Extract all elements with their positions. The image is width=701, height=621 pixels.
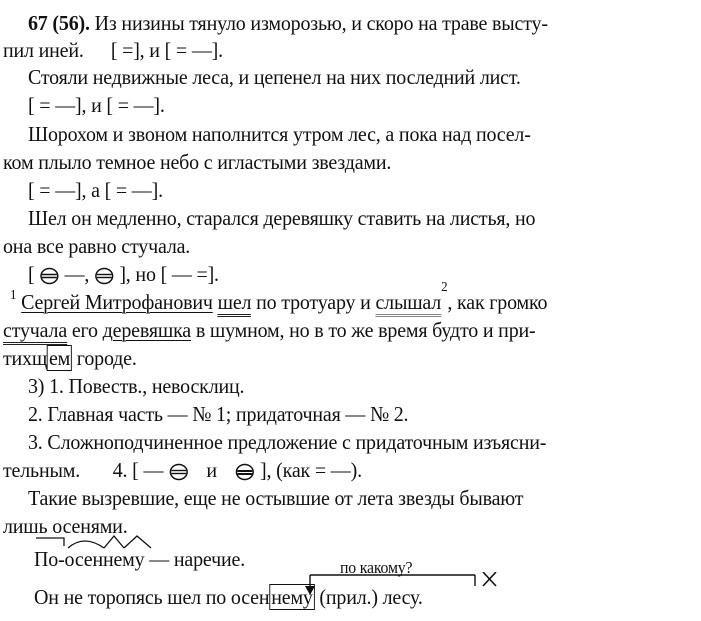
analysis-line-3 xyxy=(3,345,137,371)
ending-box: нему xyxy=(271,585,313,609)
subordinate-clause-circle-icon xyxy=(168,461,188,483)
clause-marker-2: 2 xyxy=(441,280,448,295)
final-sentence xyxy=(34,584,423,610)
analysis-text: в шумном, но в то же время будто и при- xyxy=(195,318,536,342)
analysis-text: , как громко xyxy=(447,290,548,314)
item-4-and: и xyxy=(206,458,217,482)
analysis-text: его xyxy=(71,318,98,342)
sentence-1-text: Из низины тянуло изморозью, и скоро на траве высту- xyxy=(94,11,548,35)
sentence-3-line-1: Шорохом и звоном наполнится утром лес, а пока над посел- xyxy=(28,122,531,146)
sentence-4-line-1: Шел он медленно, старался деревяшку ставить на листья, но xyxy=(28,206,536,230)
analysis-line-2 xyxy=(3,317,535,343)
ending-box: ем xyxy=(48,346,71,370)
closing-line-2: лишь осенями. xyxy=(3,514,128,538)
subject-1: Сергей Митрофанович xyxy=(21,290,213,314)
scheme-4-open: [ xyxy=(28,262,35,286)
exercise-line-1 xyxy=(28,10,548,36)
analysis-item-1: 3) 1. Повеств., невосклиц. xyxy=(28,374,245,398)
analysis-item-3: 3. Сложноподчиненное предложение с придаточным изъясни- xyxy=(28,430,547,454)
scheme-3: [ = —], а [ = —]. xyxy=(28,178,163,202)
analysis-text: городе. xyxy=(76,346,137,370)
scheme-1: [ =], и [ = —]. xyxy=(110,38,223,62)
subordinate-clause-circle-icon xyxy=(39,265,59,287)
scheme-4 xyxy=(28,261,219,287)
exercise-number: 67 (56). xyxy=(28,11,90,35)
sentence-2: Стояли недвижные леса, и цепенел на них последний лист. xyxy=(28,65,521,89)
analysis-item-3-cont xyxy=(3,457,362,483)
subject-2: деревяшка xyxy=(102,318,191,342)
morpheme-line xyxy=(34,546,245,572)
analysis-line-1 xyxy=(10,280,548,315)
sentence-1-cont: пил иней. xyxy=(3,38,84,62)
clause-marker-1: 1 xyxy=(10,288,17,303)
exercise-line-2 xyxy=(3,37,223,63)
scheme-4-dash: —, xyxy=(64,262,90,286)
subordinate-clause-circle-icon xyxy=(94,265,114,287)
question-label: по какому? xyxy=(340,558,413,577)
closing-line-1: Такие вызревшие, еще не остывшие от лета звезды бывают xyxy=(28,486,524,510)
final-text: (прил.) лесу. xyxy=(319,585,423,609)
item-4-suffix: ], (как = —). xyxy=(260,458,362,482)
sentence-3-line-2: ком плыло темное небо с игластыми звездами. xyxy=(3,150,392,174)
analysis-text: по тротуару и xyxy=(256,290,371,314)
morpheme-word: По-осеннему xyxy=(34,547,145,571)
analysis-text: тельным. xyxy=(3,458,81,482)
scheme-4-close: ], но [ — =]. xyxy=(119,262,219,286)
item-4-prefix: 4. [ — xyxy=(112,458,164,482)
predicate-3: стучала xyxy=(3,318,67,345)
analysis-item-2: 2. Главная часть — № 1; придаточная — № 2. xyxy=(28,402,409,426)
word-stem: тихщ xyxy=(3,346,48,370)
morpheme-label: — наречие. xyxy=(149,547,246,571)
scheme-2: [ = —], и [ = —]. xyxy=(28,93,165,117)
sentence-4-line-2: она все равно стучала. xyxy=(3,234,191,258)
predicate-1: шел xyxy=(218,290,252,317)
final-text: Он не торопясь шел по осен xyxy=(34,585,270,609)
predicate-2: слышал xyxy=(375,290,441,317)
subordinate-clause-circle-icon xyxy=(235,461,255,483)
